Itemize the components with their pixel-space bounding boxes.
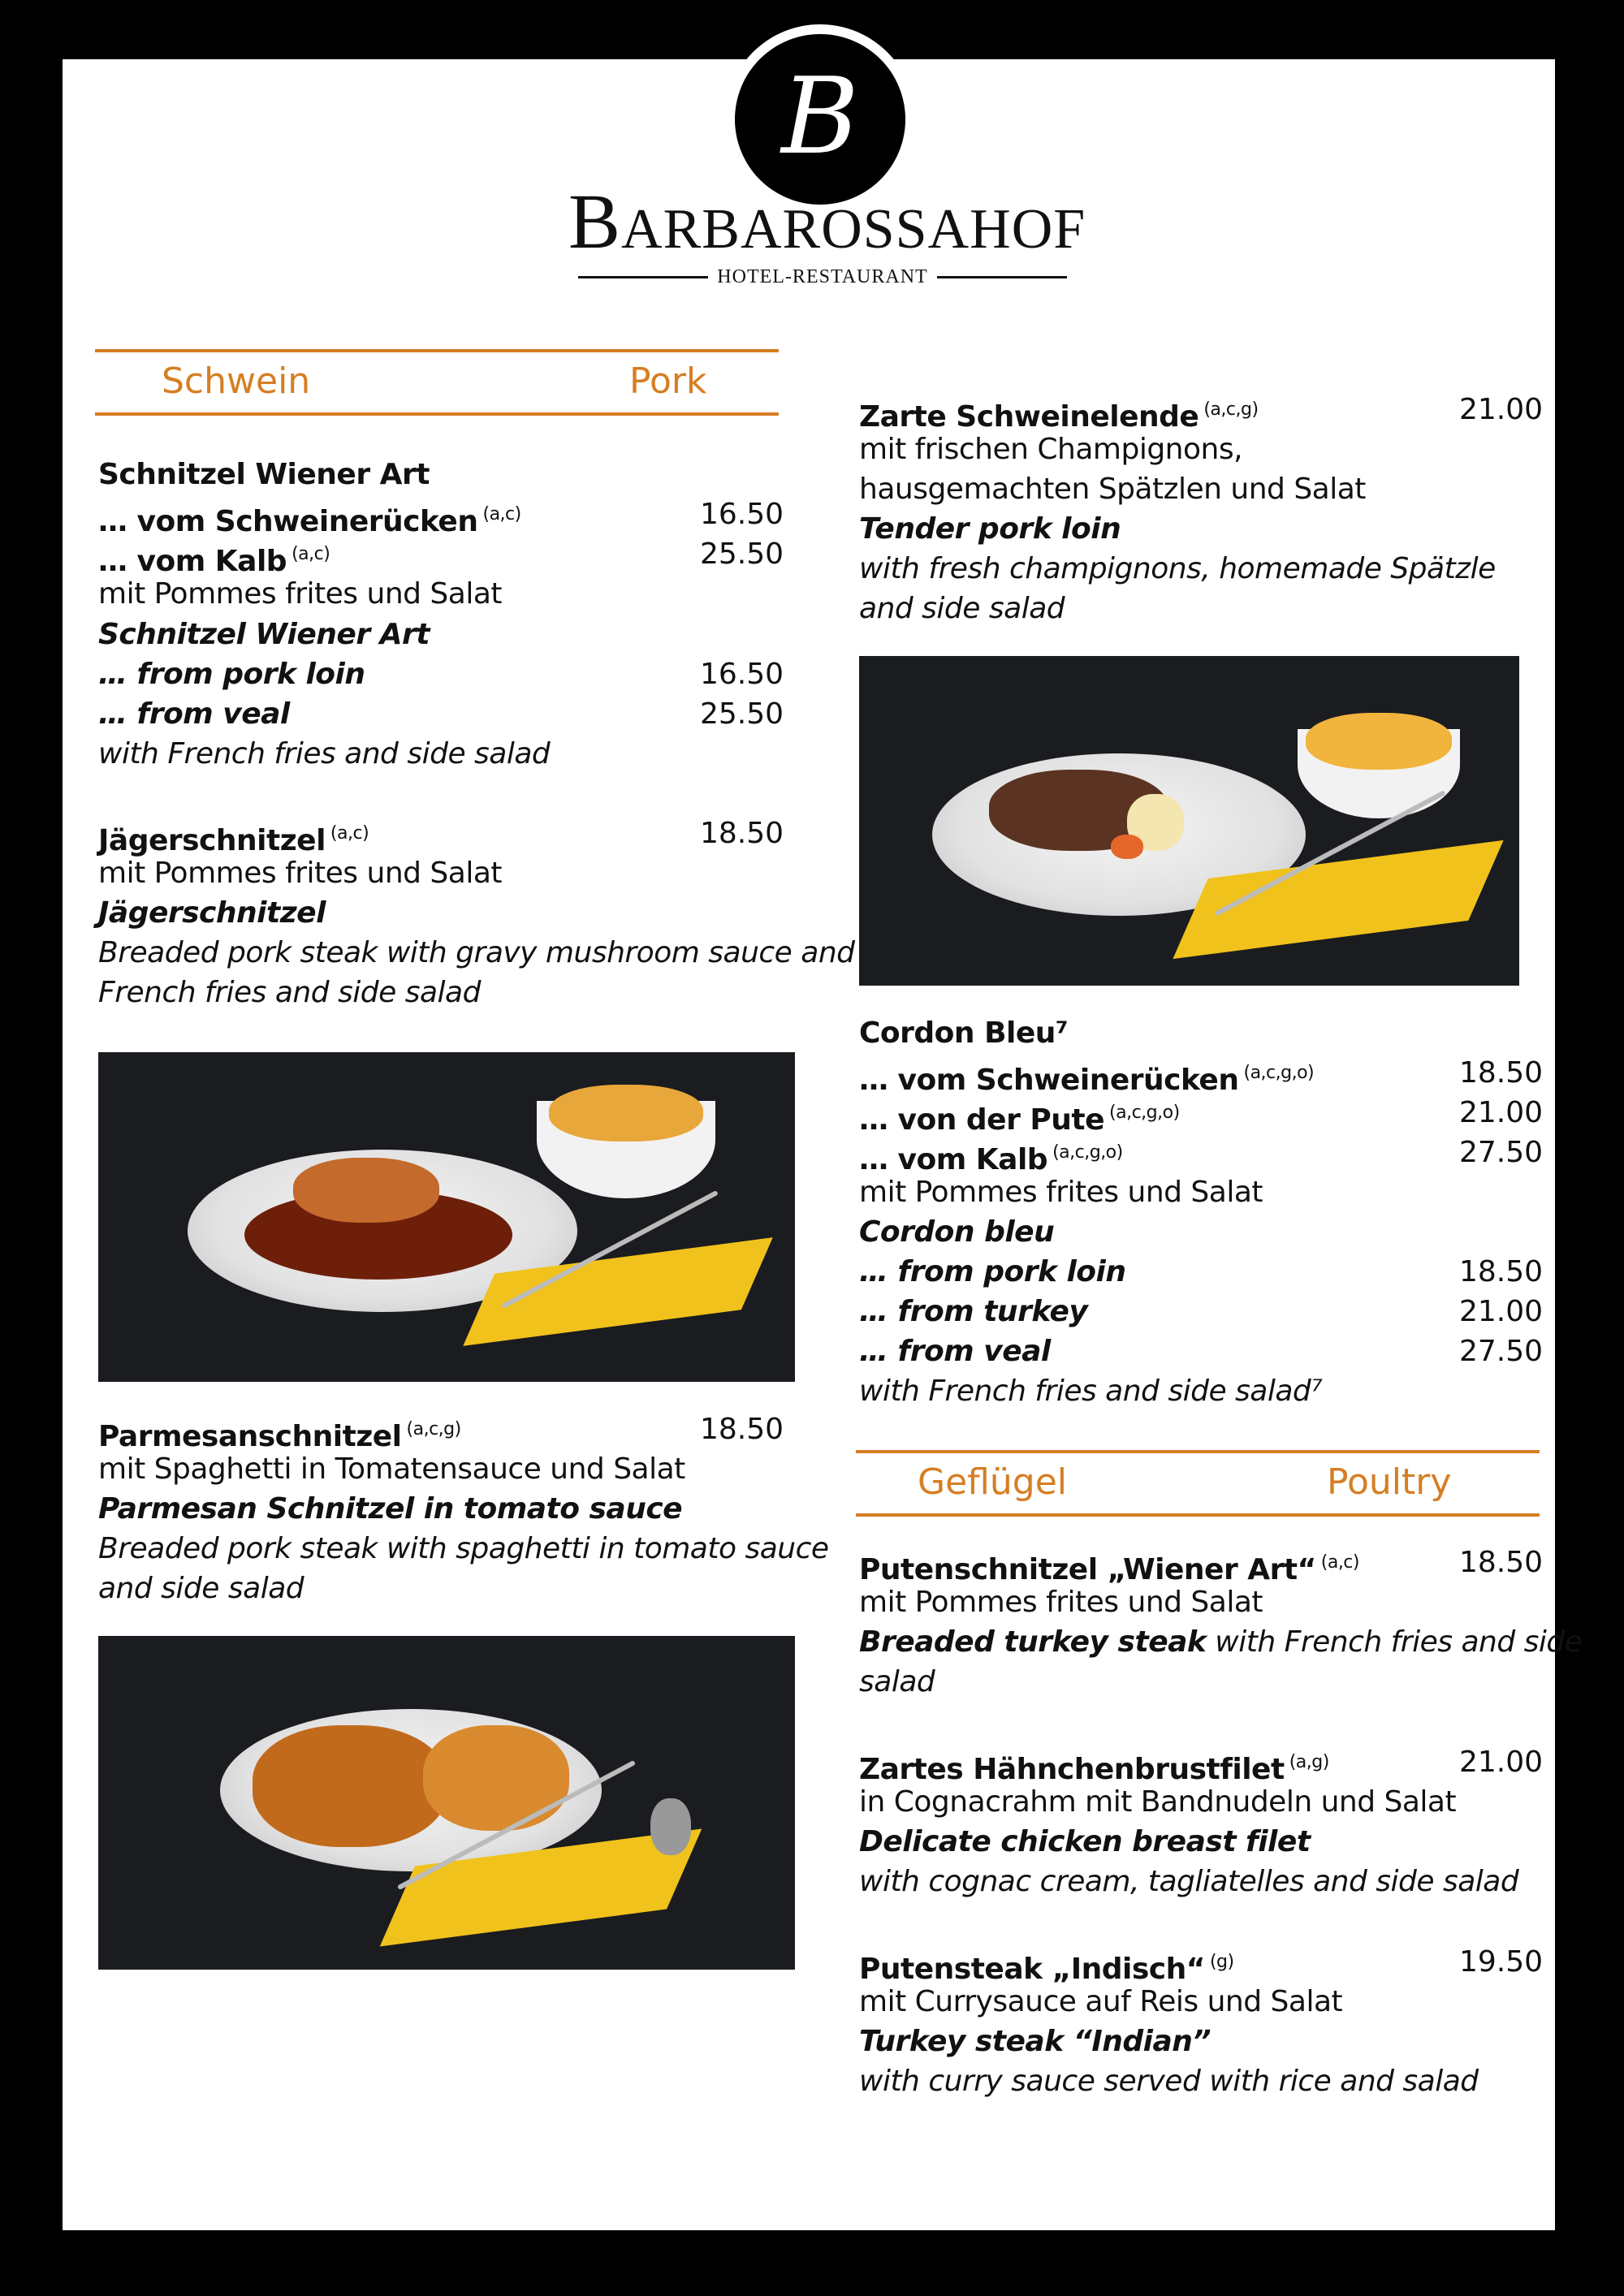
dish-description-en: Breaded turkey steak with French fries and side [859, 1625, 1583, 1659]
dish-description: mit Spaghetti in Tomatensauce und Salat [98, 1452, 685, 1486]
dish-variant-en: … from pork loin [98, 658, 365, 691]
dish-title: Parmesanschnitzel $^{(a,c,g)}$ [98, 1419, 461, 1453]
dish-description-en: Breaded pork steak with gravy mushroom sauce and [98, 936, 855, 969]
dish-title: Zarte Schweinelende $^{(a,c,g)}$ [859, 399, 1259, 434]
dish-photo-jaegerschnitzel [98, 1052, 795, 1382]
dish-description-en: French fries and side salad [98, 976, 481, 1009]
dish-title: Jägerschnitzel $^{(a,c)}$ [98, 823, 369, 857]
dish-title-en: Schnitzel Wiener Art [98, 618, 430, 651]
dish-description-en: Breaded pork steak with spaghetti in tomato sauce [98, 1532, 829, 1565]
dish-variant: … von der Pute $^{(a,c,g,o)}$ [859, 1103, 1180, 1137]
price: 16.50 [699, 498, 784, 531]
dish-title-en: Cordon bleu [859, 1215, 1055, 1249]
price: 25.50 [699, 697, 784, 731]
dish-description: mit Pommes frites und Salat [98, 857, 503, 890]
price: 21.00 [1458, 1295, 1543, 1328]
dish-photo-parmesanschnitzel [98, 1636, 795, 1970]
price: 21.00 [1458, 393, 1543, 426]
price: 27.50 [1458, 1136, 1543, 1169]
price: 18.50 [699, 1413, 784, 1446]
price: 19.50 [1458, 1945, 1543, 1979]
dish-variant: … vom Kalb $^{(a,c)}$ [98, 544, 330, 578]
dish-description: mit frischen Champignons, [859, 433, 1243, 466]
dish-variant: … vom Kalb $^{(a,c,g,o)}$ [859, 1142, 1123, 1176]
dish-title-en: Parmesan Schnitzel in tomato sauce [98, 1492, 683, 1526]
dish-description: hausgemachten Spätzlen und Salat [859, 473, 1366, 506]
dish-variant-en: … from veal [859, 1335, 1051, 1368]
dish-description-en: with French fries and side salad⁷ [859, 1375, 1323, 1408]
dish-description: mit Pommes frites und Salat [859, 1176, 1263, 1209]
dish-description-en: with cognac cream, tagliatelles and side salad [859, 1865, 1519, 1898]
dish-description-en: with French fries and side salad [98, 737, 551, 770]
section-header-poultry: Geflügel Poultry [856, 1450, 1540, 1517]
dish-title: Cordon Bleu⁷ [859, 1016, 1069, 1050]
dish-title-en: Tender pork loin [859, 512, 1121, 546]
dish-title-en: Jägerschnitzel [98, 896, 326, 930]
dish-description: mit Pommes frites und Salat [98, 577, 503, 611]
dish-description-en: with fresh champignons, homemade Spätzle [859, 552, 1496, 585]
dish-description-en: with curry sauce served with rice and salad [859, 2065, 1479, 2098]
brand-name: BARBAROSSAHOF [568, 178, 1086, 265]
dish-description-en: and side salad [859, 592, 1065, 625]
price: 18.50 [699, 817, 784, 850]
price: 27.50 [1458, 1335, 1543, 1368]
dish-title-en: Turkey steak “Indian” [859, 2025, 1212, 2058]
dish-title: Schnitzel Wiener Art [98, 458, 430, 491]
dish-variant-en: … from veal [98, 697, 290, 731]
price: 21.00 [1458, 1096, 1543, 1129]
dish-description-en: salad [859, 1665, 935, 1698]
price: 18.50 [1458, 1056, 1543, 1090]
price: 25.50 [699, 537, 784, 571]
dish-description-en: and side salad [98, 1572, 304, 1605]
dish-title: Putensteak „Indisch“ $^{(g)}$ [859, 1952, 1234, 1986]
section-header-pork: Schwein Pork [95, 349, 779, 416]
price: 21.00 [1458, 1746, 1543, 1779]
dish-variant: … vom Schweinerücken $^{(a,c,g,o)}$ [859, 1063, 1315, 1097]
logo-monogram: B [781, 54, 859, 178]
price: 18.50 [1458, 1255, 1543, 1288]
dish-title: Zartes Hähnchenbrustfilet $^{(a,g)}$ [859, 1752, 1329, 1786]
dish-title-en: Delicate chicken breast filet [859, 1825, 1311, 1858]
dish-description: mit Currysauce auf Reis und Salat [859, 1985, 1343, 2018]
dish-photo-pork-loin [859, 656, 1519, 986]
dish-title: Putenschnitzel „Wiener Art“ $^{(a,c)}$ [859, 1552, 1359, 1586]
dish-variant: … vom Schweinerücken $^{(a,c)}$ [98, 504, 521, 538]
dish-variant-en: … from turkey [859, 1295, 1088, 1328]
dish-description: in Cognacrahm mit Bandnudeln und Salat [859, 1785, 1457, 1819]
brand-subtitle: HOTEL-RESTAURANT [578, 265, 1067, 289]
dish-description: mit Pommes frites und Salat [859, 1586, 1263, 1619]
dish-variant-en: … from pork loin [859, 1255, 1126, 1288]
price: 18.50 [1458, 1546, 1543, 1579]
price: 16.50 [699, 658, 784, 691]
